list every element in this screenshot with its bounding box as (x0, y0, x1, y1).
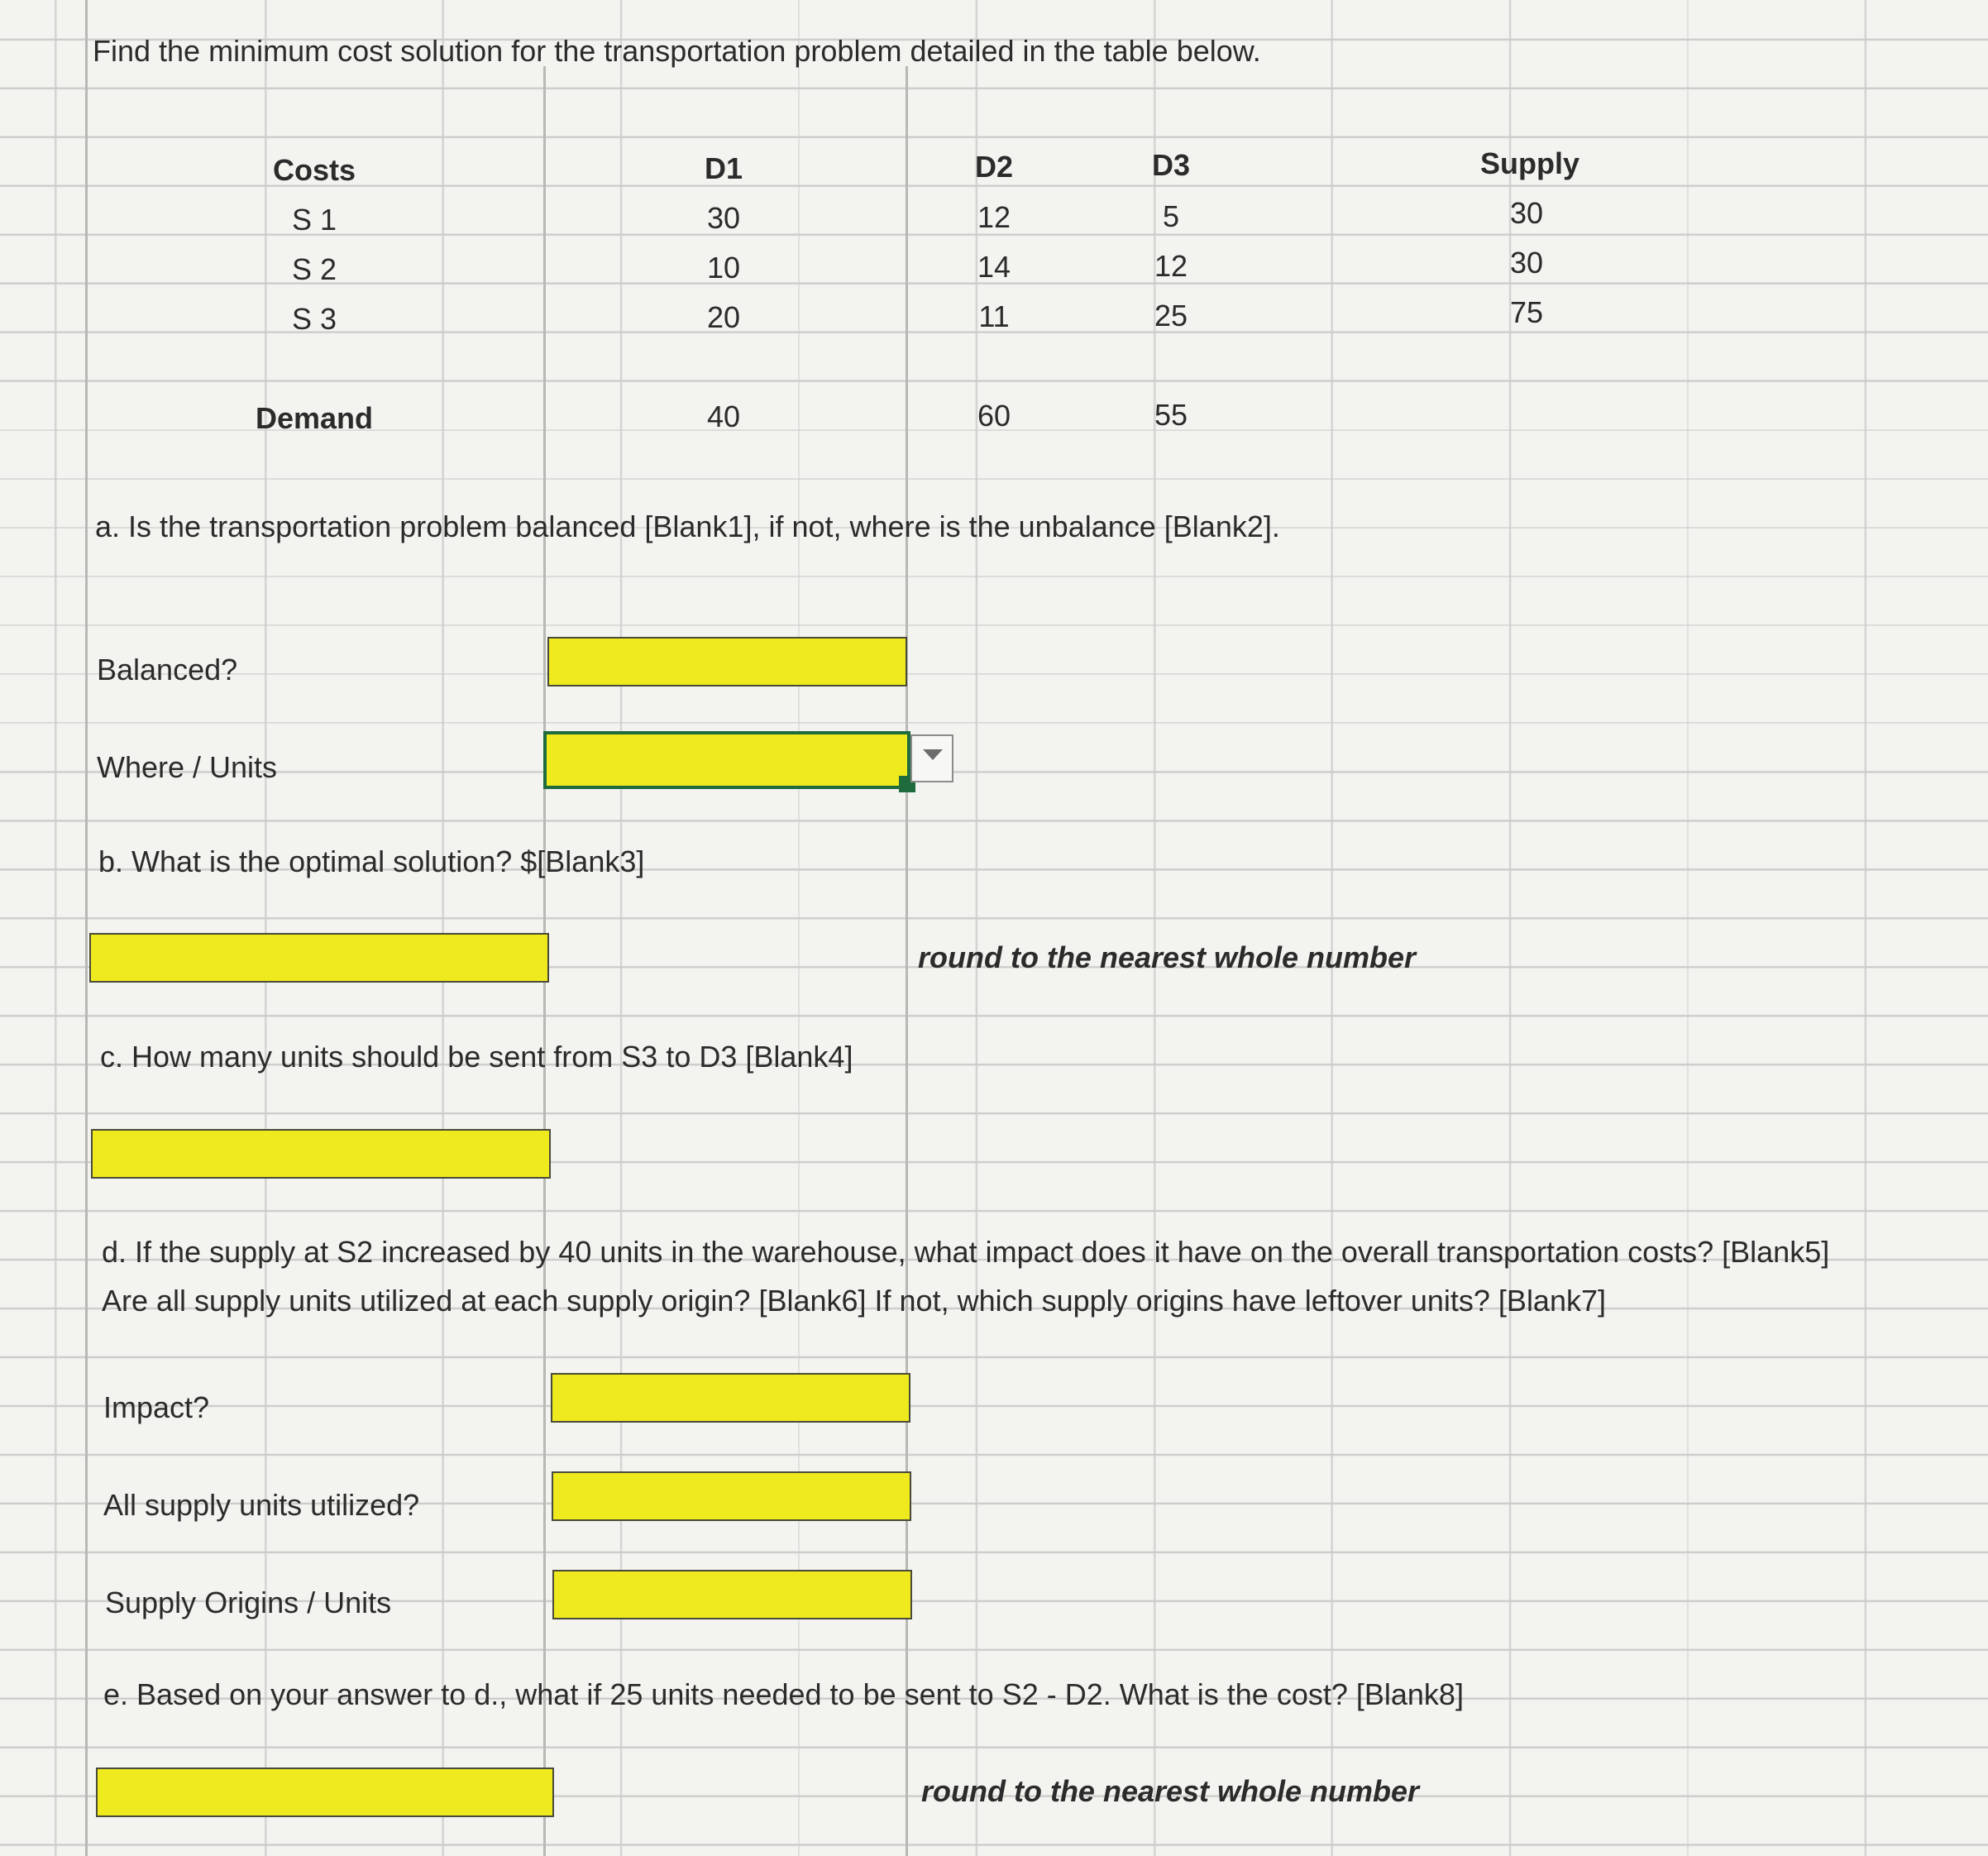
row-label-s2: S 2 (291, 252, 337, 286)
cost-s1-d3: 5 (1162, 199, 1180, 233)
where-units-label: Where / Units (97, 750, 278, 784)
header-d1: D1 (704, 151, 743, 185)
cost-s2-d1: 10 (706, 251, 741, 285)
question-b: b. What is the optimal solution? $[Blank3] (98, 844, 645, 878)
cost-s2-d3: 12 (1154, 249, 1188, 283)
question-a: a. Is the transportation problem balanced [Blank1], if not, where is the unbalance [Blank2]. (95, 509, 1280, 543)
header-d2: D2 (974, 150, 1014, 184)
question-e: e. Based on your answer to d., what if 25 units needed to be sent to S2 - D2. What is the cost? [Blank8] (103, 1677, 1464, 1711)
impact-input[interactable] (551, 1373, 910, 1423)
cost-s3-d3: 25 (1154, 299, 1188, 332)
supply-origins-label: Supply Origins / Units (105, 1586, 392, 1619)
all-utilized-input[interactable] (552, 1471, 911, 1521)
row-label-s1: S 1 (291, 203, 337, 237)
row-label-s3: S 3 (291, 302, 337, 336)
supply-s2: 30 (1509, 246, 1544, 280)
costs-header: Costs (272, 153, 356, 187)
where-units-input[interactable] (543, 731, 910, 789)
supply-s3: 75 (1509, 295, 1544, 329)
balanced-input[interactable] (547, 637, 907, 686)
question-d-line1: d. If the supply at S2 increased by 40 units in the warehouse, what impact does it have on the overall transportation costs? [Blank5] (102, 1235, 1830, 1269)
cost-s1-d2: 12 (977, 200, 1011, 234)
header-d3: D3 (1151, 148, 1191, 182)
supply-header: Supply (1479, 146, 1579, 180)
demand-d1: 40 (706, 399, 741, 433)
s3-d3-units-input[interactable] (91, 1129, 551, 1179)
chevron-down-icon (923, 749, 943, 760)
impact-label: Impact? (103, 1390, 210, 1424)
demand-label: Demand (255, 401, 374, 435)
all-utilized-label: All supply units utilized? (103, 1488, 420, 1522)
supply-s1: 30 (1509, 196, 1544, 230)
question-d-line2: Are all supply units utilized at each supply origin? [Blank6] If not, which supply origins have leftover units? [Blank7] (102, 1284, 1607, 1318)
round-note-e: round to the nearest whole number (921, 1774, 1420, 1808)
optimal-solution-input[interactable] (89, 933, 549, 983)
problem-title: Find the minimum cost solution for the transportation problem detailed in the table below. (93, 34, 1261, 68)
demand-d2: 60 (977, 399, 1011, 433)
balanced-label: Balanced? (97, 653, 238, 686)
dropdown-button[interactable] (910, 734, 953, 782)
s2-d2-cost-input[interactable] (96, 1768, 554, 1817)
question-c: c. How many units should be sent from S3 to D3 [Blank4] (100, 1040, 853, 1074)
demand-d3: 55 (1154, 398, 1188, 432)
supply-origins-input[interactable] (552, 1570, 912, 1619)
cost-s3-d2: 11 (978, 299, 1010, 333)
cost-s2-d2: 14 (977, 250, 1011, 284)
round-note-b: round to the nearest whole number (918, 940, 1417, 974)
cost-s3-d1: 20 (706, 300, 741, 334)
cost-s1-d1: 30 (706, 201, 741, 235)
